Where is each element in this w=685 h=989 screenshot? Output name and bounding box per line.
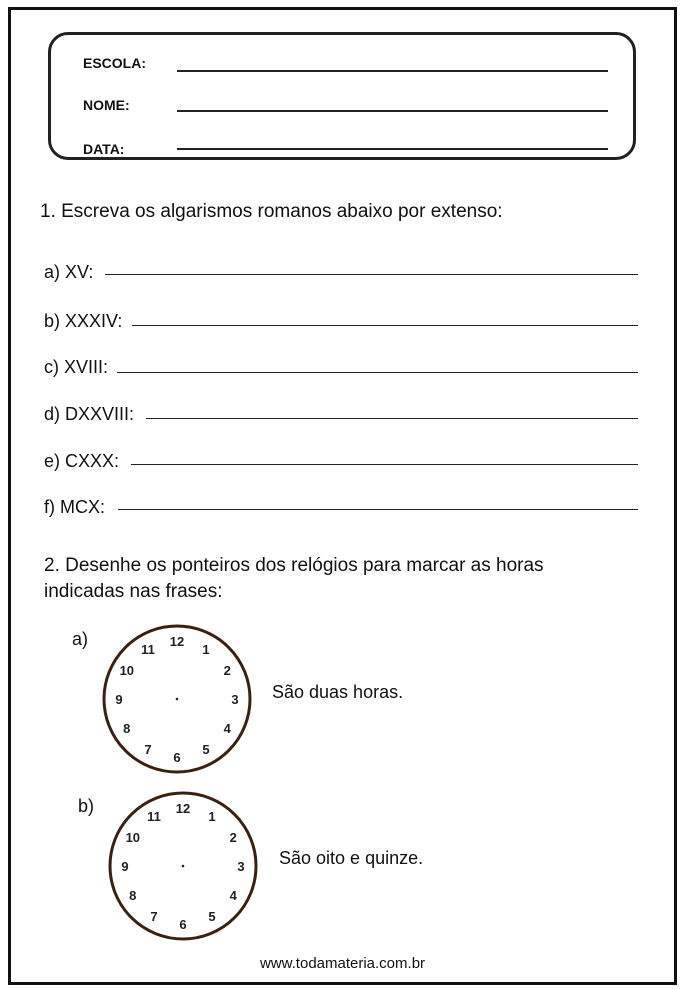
answer-line-e[interactable] <box>131 464 638 465</box>
school-label: ESCOLA: <box>83 55 146 71</box>
clock-number: 12 <box>169 634 185 649</box>
question-2-title-line2: indicadas nas frases: <box>44 581 223 602</box>
answer-line-f[interactable] <box>118 509 638 510</box>
answer-label-a: a) XV: <box>44 262 94 282</box>
clock-number: 7 <box>150 909 158 925</box>
clock-number: 6 <box>173 750 181 765</box>
clock-face-svg <box>101 623 253 775</box>
clock-number: 3 <box>231 692 239 707</box>
clock-number: 2 <box>223 663 231 678</box>
clock-b-caption: São oito e quinze. <box>279 848 424 868</box>
website-footer: www.todamateria.com.br <box>259 955 426 972</box>
clock-number: 9 <box>121 859 129 874</box>
answer-line-a[interactable] <box>105 274 638 275</box>
clock-number: 7 <box>144 742 152 758</box>
clock-number: 8 <box>129 888 137 903</box>
answer-line-c[interactable] <box>117 372 638 373</box>
clock-number: 11 <box>147 808 161 824</box>
clock-number: 10 <box>125 830 141 845</box>
clock-center <box>176 698 179 701</box>
answer-label-d: d) DXXVIII: <box>44 404 135 424</box>
clock-number: 1 <box>202 641 210 657</box>
clock-a-letter: a) <box>72 629 89 649</box>
name-label: NOME: <box>83 97 130 113</box>
school-field[interactable] <box>177 70 608 72</box>
clock-a-caption: São duas horas. <box>272 682 404 702</box>
clock-number: 12 <box>175 801 191 816</box>
clock-number: 5 <box>208 909 216 925</box>
clock-number: 3 <box>237 859 245 874</box>
clock-number: 8 <box>123 721 131 736</box>
clock-number: 2 <box>229 830 237 845</box>
date-label: DATA: <box>83 141 125 157</box>
clock-face-svg <box>107 790 259 942</box>
clock-number: 5 <box>202 742 210 758</box>
date-field[interactable] <box>177 148 608 150</box>
clock-number: 9 <box>115 692 123 707</box>
clock-center <box>182 865 185 868</box>
name-field[interactable] <box>177 110 608 112</box>
clock-b[interactable] <box>107 790 259 942</box>
clock-number: 4 <box>223 721 231 736</box>
clock-b-letter: b) <box>78 796 95 816</box>
answer-line-b[interactable] <box>132 325 638 326</box>
answer-label-c: c) XVIII: <box>44 357 109 377</box>
clock-a[interactable] <box>101 623 253 775</box>
answer-line-d[interactable] <box>146 418 638 419</box>
clock-number: 10 <box>119 663 135 678</box>
clock-number: 6 <box>179 917 187 932</box>
answer-label-f: f) MCX: <box>44 497 105 517</box>
clock-number: 1 <box>208 808 216 824</box>
answer-label-e: e) CXXX: <box>44 451 120 471</box>
answer-label-b: b) XXXIV: <box>44 311 123 331</box>
question-2-title-line1: 2. Desenhe os ponteiros dos relógios para marcar as horas <box>44 555 544 576</box>
clock-number: 11 <box>141 641 155 657</box>
question-1-title: 1. Escreva os algarismos romanos abaixo por extenso: <box>40 201 503 222</box>
student-info-box <box>48 32 636 160</box>
clock-number: 4 <box>229 888 237 903</box>
